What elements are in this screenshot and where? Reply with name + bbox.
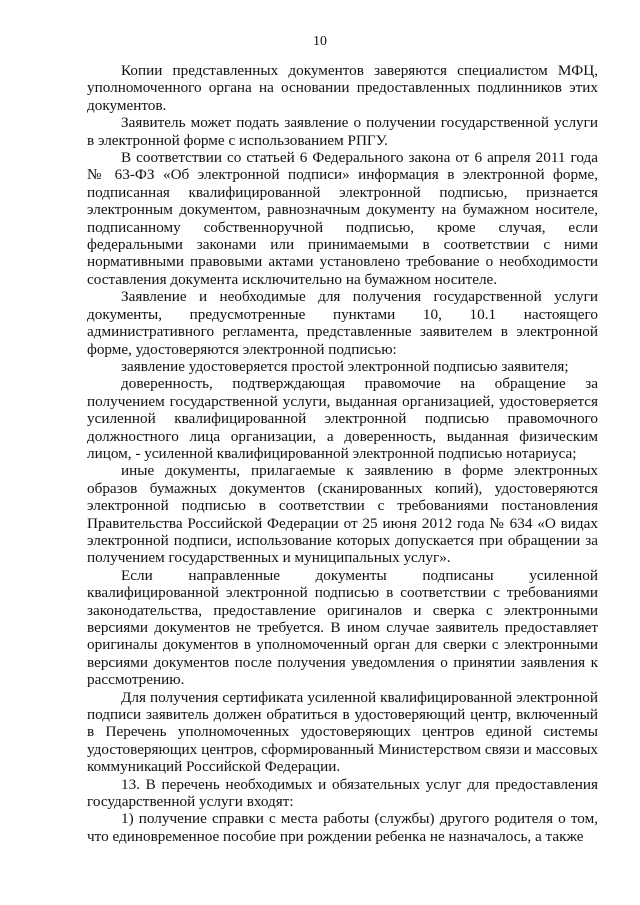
paragraph-service-item-1: 1) получение справки с места работы (службы) другого родителя о том, что единовременное пособие при рождении ребенка не назначалось, а также xyxy=(87,810,598,845)
paragraph-simple-signature: заявление удостоверяется простой электронной подписью заявителя; xyxy=(121,357,569,375)
paragraph-certificate: Для получения сертификата усиленной квалифицированной электронной подписи заявитель должен обратиться в удостоверяющий центр, включенный в Перечень уполномоченных удостоверяющих центров единой системы удостоверяющих центров, сформированный Министерством связи и массовых коммуникаций Российской Федерации. xyxy=(87,688,598,776)
paragraph-required-services: 13. В перечень необходимых и обязательных услуг для предоставления государственной услуги входят: xyxy=(87,775,598,811)
page-number: 10 xyxy=(313,34,327,49)
paragraph-power-of-attorney: доверенность, подтверждающая правомочие на обращение за получением государственной услуги, выданная организацией, удостоверяется усиленной квалифицированной электронной подписью правомочного должностного лица организации, а доверенность, выданная физическим лицом, - усиленной квалифицированной электронной подписью нотариуса; xyxy=(87,375,598,462)
document-body xyxy=(87,62,598,845)
paragraph-federal-law: В соответствии со статьей 6 Федерального закона от 6 апреля 2011 года № 63-ФЗ «Об электронной подписи» информация в электронной форме, подписанная квалифицированной электронной подписью, признается электронным документом, равнозначным документу на бумажном носителе, подписанному собственноручной подписью, кроме случая, если федеральными законами или принимаемыми в соответствии с ними нормативными правовыми актами установлено требование о необходимости составления документа исключительно на бумажном носителе. xyxy=(87,149,598,288)
paragraph-copies-certification: Копии представленных документов заверяются специалистом МФЦ, уполномоченного органа на основании предоставленных подлинников этих документов. xyxy=(87,62,598,114)
paragraph-electronic-application: Заявитель может подать заявление о получении государственной услуги в электронной форме с использованием РПГУ. xyxy=(87,114,598,149)
paragraph-other-documents: иные документы, прилагаемые к заявлению в форме электронных образов бумажных документов (сканированных копий), удостоверяются электронной подписью в соответствии с требованиями постановления Правительства Российской Федерации от 25 июня 2012 года № 634 «О видах электронной подписи, использование которых допускается при обращении за получением государственных и муниципальных услуг». xyxy=(87,462,598,567)
paragraph-originals-verification: Если направленные документы подписаны усиленной квалифицированной электронной подписью в соответствии с требованиями законодательства, предоставление оригиналов и сверка с электронными версиями документов не требуется. В ином случае заявитель предоставляет оригиналы документов в уполномоченный орган для сверки с электронными версиями документов после получения уведомления о принятии заявления к рассмотрению. xyxy=(87,566,598,689)
paragraph-signature-requirements: Заявление и необходимые для получения государственной услуги документы, предусмотренные пунктами 10, 10.1 настоящего административного регламента, представленные заявителем в электронной форме, удостоверяются электронной подписью: xyxy=(87,288,598,358)
